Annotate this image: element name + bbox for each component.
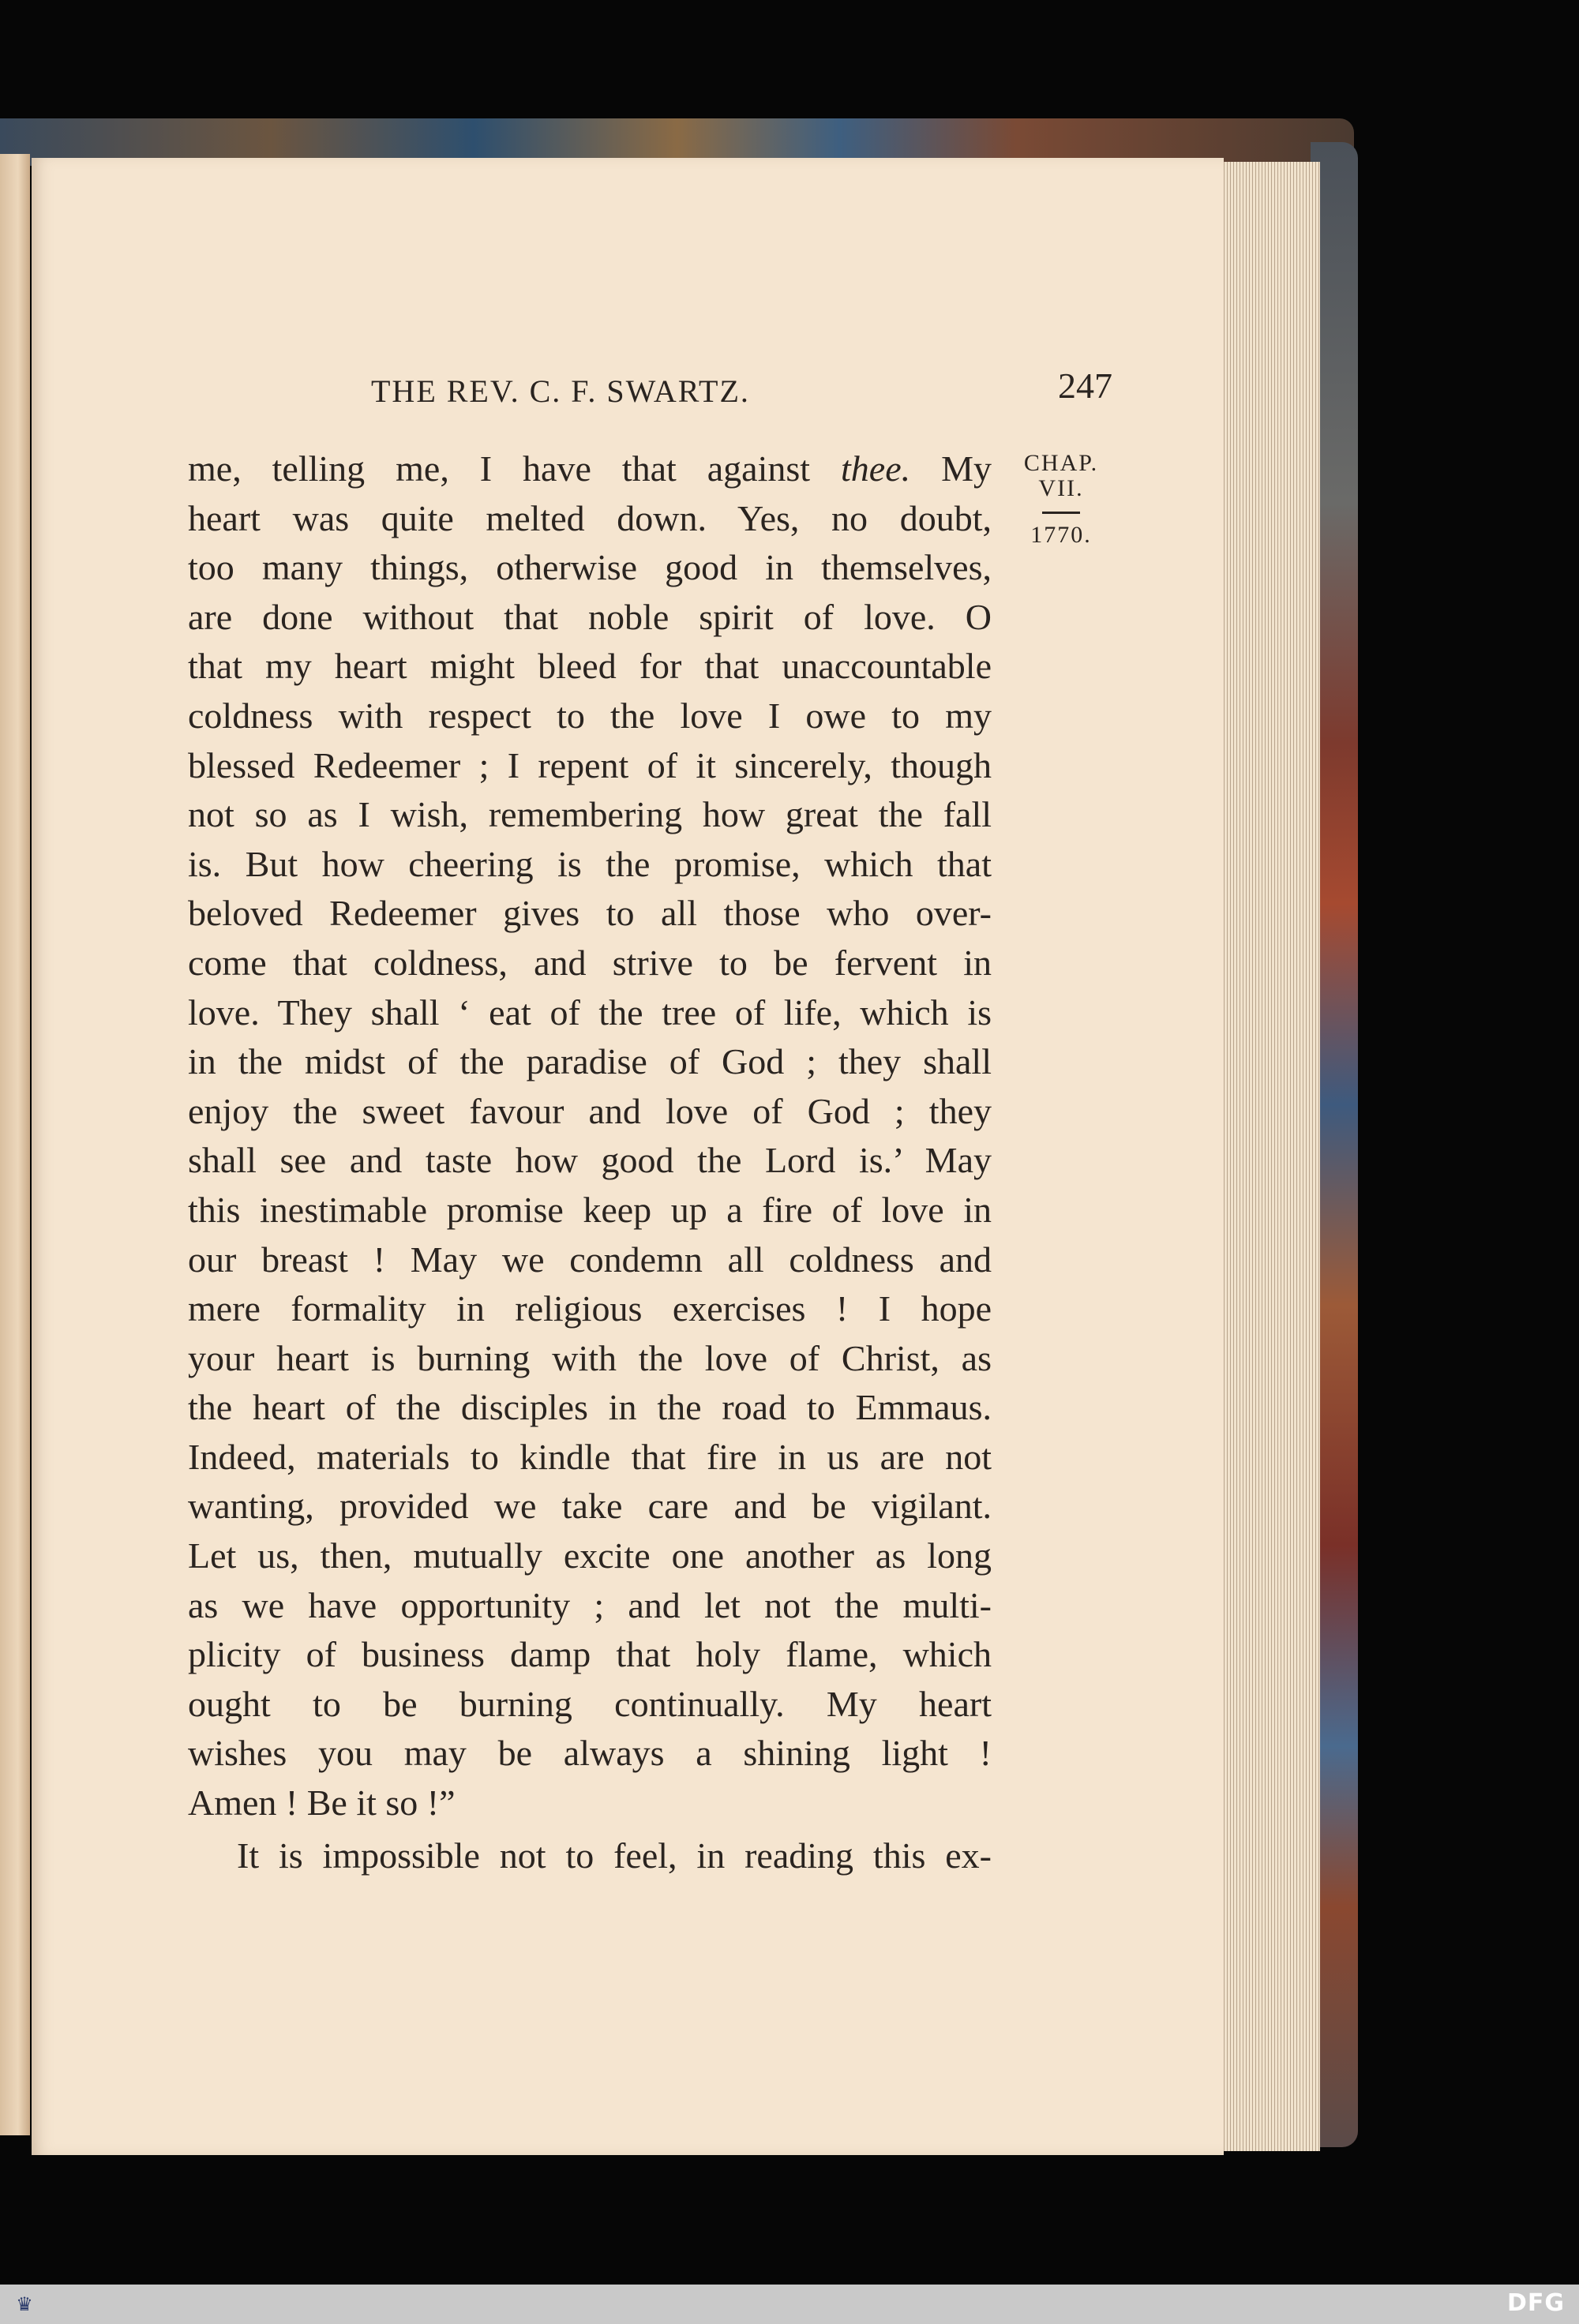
text-line: this inestimable promise keep up a fire of love in bbox=[188, 1189, 992, 1230]
text-line: mere formality in religious exercises ! I hope bbox=[188, 1288, 992, 1329]
text-line: ought to be burning continually. My heart bbox=[188, 1683, 992, 1724]
text-line: that my heart might bleed for that unaccountable bbox=[188, 646, 992, 687]
library-logo-icon: ♛ bbox=[16, 2293, 33, 2315]
text-line: the heart of the disciples in the road to Emmaus. bbox=[188, 1387, 992, 1428]
text-line bbox=[188, 444, 992, 494]
text-line: heart was quite melted down. Yes, no doubt, bbox=[188, 497, 992, 538]
text-line: is. But how cheering is the promise, which that bbox=[188, 843, 992, 884]
text-line: Indeed, materials to kindle that fire in us are not bbox=[188, 1436, 992, 1477]
text-line: coldness with respect to the love I owe to my bbox=[188, 695, 992, 736]
text-line: not so as I wish, remembering how great the fall bbox=[188, 794, 992, 835]
text-line: plicity of business damp that holy flame, which bbox=[188, 1634, 992, 1675]
margin-chapter-number: VII. bbox=[1038, 475, 1084, 501]
margin-year: 1770. bbox=[1030, 522, 1092, 548]
page-number: 247 bbox=[1058, 365, 1112, 406]
text-run: My bbox=[910, 448, 992, 489]
dfg-logo: DFG bbox=[1506, 2289, 1565, 2317]
viewer-footer-bar bbox=[0, 2285, 1579, 2324]
text-line: shall see and taste how good the Lord is.’ May bbox=[188, 1140, 992, 1181]
text-line: Amen ! Be it so !” bbox=[188, 1782, 456, 1824]
text-line: enjoy the sweet favour and love of God ; they bbox=[188, 1090, 992, 1131]
facing-page-edge bbox=[0, 154, 30, 2135]
text-line: love. They shall ‘ eat of the tree of life, which is bbox=[188, 991, 992, 1033]
margin-rule bbox=[1042, 512, 1080, 514]
text-line: Let us, then, mutually excite one another as long bbox=[188, 1535, 992, 1576]
text-line: are done without that noble spirit of love. O bbox=[188, 596, 992, 637]
margin-chap-label: CHAP. bbox=[1023, 450, 1099, 476]
text-run: me, telling me, I have that against bbox=[188, 448, 842, 489]
margin-note bbox=[1015, 452, 1107, 547]
page-stack-fore-edge bbox=[1220, 162, 1320, 2151]
text-line: come that coldness, and strive to be fervent in bbox=[188, 942, 992, 983]
text-line: too many things, otherwise good in themselves, bbox=[188, 547, 992, 588]
text-line: wishes you may be always a shining light ! bbox=[188, 1733, 992, 1774]
running-head: THE REV. C. F. SWARTZ. bbox=[371, 373, 750, 409]
italic-word: thee. bbox=[841, 448, 911, 489]
text-line: as we have opportunity ; and let not the multi- bbox=[188, 1584, 992, 1625]
text-line: beloved Redeemer gives to all those who over- bbox=[188, 893, 992, 934]
text-line: our breast ! May we condemn all coldness and bbox=[188, 1239, 992, 1280]
body-text bbox=[188, 444, 992, 1880]
text-line: It is impossible not to feel, in reading this ex- bbox=[237, 1835, 992, 1876]
text-line: in the midst of the paradise of God ; they shall bbox=[188, 1041, 992, 1082]
text-line: wanting, provided we take care and be vigilant. bbox=[188, 1486, 992, 1527]
text-line: your heart is burning with the love of Christ, as bbox=[188, 1337, 992, 1378]
text-line: blessed Redeemer ; I repent of it sincerely, though bbox=[188, 744, 992, 785]
